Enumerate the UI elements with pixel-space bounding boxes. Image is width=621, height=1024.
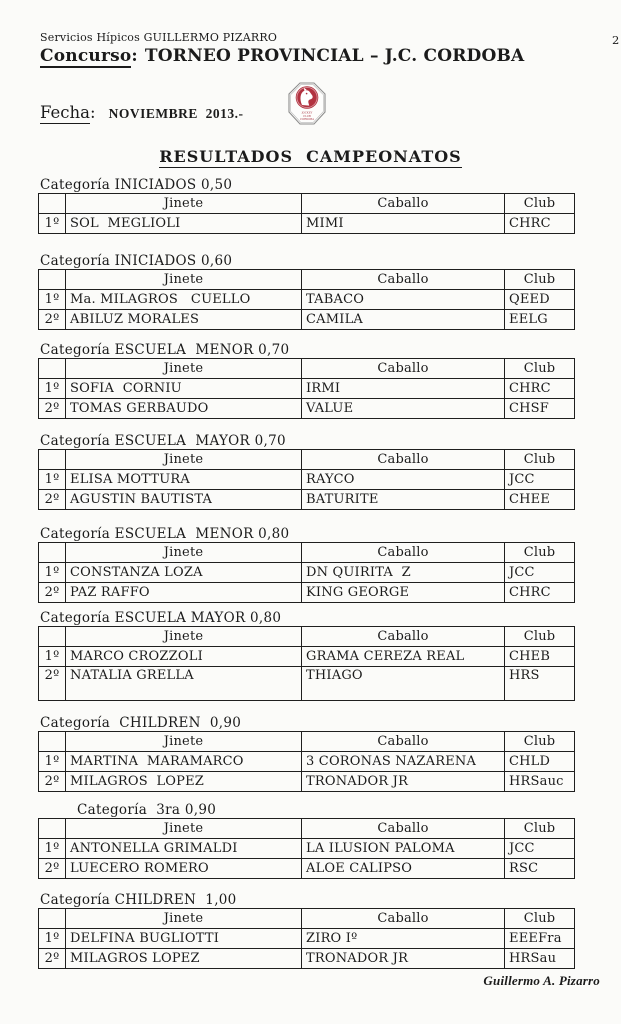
fecha-label: Fecha: [40, 103, 91, 122]
caballo-cell: VALUE: [302, 399, 505, 419]
main-heading: [0, 147, 621, 168]
jinete-cell: MILAGROS LOPEZ: [66, 949, 302, 969]
table-header-row: [39, 543, 575, 563]
table-row: [39, 929, 575, 949]
column-header-jinete: Jinete: [66, 359, 302, 379]
table-header-row: [39, 627, 575, 647]
jockey-club-cordoba-logo: [288, 82, 326, 125]
club-cell: QEED: [505, 290, 575, 310]
column-header-jinete: Jinete: [66, 450, 302, 470]
table-header-row: [39, 359, 575, 379]
results-table: [38, 358, 575, 419]
column-header-club: Club: [505, 732, 575, 752]
concurso-label: Concurso: [40, 46, 132, 66]
caballo-cell: IRMI: [302, 379, 505, 399]
column-header-club: Club: [505, 359, 575, 379]
category-title: Categoría ESCUELA MAYOR 0,80: [40, 610, 282, 626]
horse-eye: [306, 93, 308, 95]
column-header-caballo: Caballo: [302, 819, 505, 839]
jinete-cell: TOMAS GERBAUDO: [66, 399, 302, 419]
table-row: [39, 667, 575, 701]
table-row: [39, 647, 575, 667]
caballo-cell: MIMI: [302, 214, 505, 234]
category-section: [0, 611, 621, 701]
caballo-cell: ZIRO Iº: [302, 929, 505, 949]
fecha-line: [40, 103, 243, 122]
column-header-caballo: Caballo: [302, 450, 505, 470]
table-row: [39, 859, 575, 879]
column-header-club: Club: [505, 194, 575, 214]
club-cell: EEEFra: [505, 929, 575, 949]
pos-cell: 1º: [39, 290, 66, 310]
club-cell: CHRC: [505, 379, 575, 399]
page-number: 2: [612, 33, 620, 47]
club-cell: EELG: [505, 310, 575, 330]
category-section: [0, 803, 621, 879]
pos-cell: 2º: [39, 490, 66, 510]
header-spacer-cell: [39, 819, 66, 839]
results-table: [38, 269, 575, 330]
main-heading-text: RESULTADOS CAMPEONATOS: [159, 147, 462, 166]
category-title: Categoría INICIADOS 0,50: [40, 177, 233, 193]
club-cell: CHEE: [505, 490, 575, 510]
caballo-cell: LA ILUSION PALOMA: [302, 839, 505, 859]
pos-cell: 1º: [39, 752, 66, 772]
pos-cell: 2º: [39, 399, 66, 419]
pos-cell: 1º: [39, 470, 66, 490]
club-cell: RSC: [505, 859, 575, 879]
category-section: [0, 343, 621, 419]
category-section: [0, 893, 621, 969]
fecha-colon: :: [90, 103, 96, 122]
column-header-club: Club: [505, 627, 575, 647]
table-header-row: [39, 909, 575, 929]
column-header-caballo: Caballo: [302, 732, 505, 752]
column-header-jinete: Jinete: [66, 909, 302, 929]
table-row: [39, 214, 575, 234]
category-section: [0, 254, 621, 330]
category-title: Categoría INICIADOS 0,60: [40, 253, 233, 269]
jinete-cell: MARTINA MARAMARCO: [66, 752, 302, 772]
column-header-caballo: Caballo: [302, 909, 505, 929]
category-title: Categoría ESCUELA MENOR 0,70: [40, 342, 290, 358]
pos-cell: 1º: [39, 379, 66, 399]
caballo-cell: TRONADOR JR: [302, 949, 505, 969]
column-header-caballo: Caballo: [302, 543, 505, 563]
jinete-cell: SOL MEGLIOLI: [66, 214, 302, 234]
results-table: [38, 193, 575, 234]
club-cell: CHSF: [505, 399, 575, 419]
table-row: [39, 290, 575, 310]
club-cell: CHRC: [505, 583, 575, 603]
table-row: [39, 772, 575, 792]
jinete-cell: DELFINA BUGLIOTTI: [66, 929, 302, 949]
logo-text-line1: JOCKEY: [301, 111, 313, 115]
table-row: [39, 949, 575, 969]
caballo-cell: RAYCO: [302, 470, 505, 490]
table-row: [39, 310, 575, 330]
column-header-caballo: Caballo: [302, 194, 505, 214]
column-header-jinete: Jinete: [66, 270, 302, 290]
pos-cell: 2º: [39, 310, 66, 330]
column-header-caballo: Caballo: [302, 359, 505, 379]
jinete-cell: CONSTANZA LOZA: [66, 563, 302, 583]
caballo-cell: GRAMA CEREZA REAL: [302, 647, 505, 667]
category-title: Categoría 3ra 0,90: [77, 802, 217, 818]
logo-text-line2: CLUB: [303, 114, 311, 118]
table-row: [39, 563, 575, 583]
concurso-title-line: [40, 46, 524, 66]
jinete-cell: AGUSTIN BAUTISTA: [66, 490, 302, 510]
category-title: Categoría CHILDREN 0,90: [40, 715, 242, 731]
column-header-club: Club: [505, 543, 575, 563]
jinete-cell: Ma. MILAGROS CUELLO: [66, 290, 302, 310]
header-spacer-cell: [39, 543, 66, 563]
header-spacer-cell: [39, 450, 66, 470]
category-title: Categoría ESCUELA MENOR 0,80: [40, 526, 290, 542]
pos-cell: 2º: [39, 772, 66, 792]
column-header-club: Club: [505, 270, 575, 290]
caballo-cell: ALOE CALIPSO: [302, 859, 505, 879]
pos-cell: 1º: [39, 839, 66, 859]
table-row: [39, 470, 575, 490]
caballo-cell: CAMILA: [302, 310, 505, 330]
results-table: [38, 542, 575, 603]
table-row: [39, 752, 575, 772]
table-header-row: [39, 819, 575, 839]
category-section: [0, 527, 621, 603]
column-header-club: Club: [505, 909, 575, 929]
table-row: [39, 399, 575, 419]
club-cell: JCC: [505, 839, 575, 859]
column-header-jinete: Jinete: [66, 543, 302, 563]
jinete-cell: ABILUZ MORALES: [66, 310, 302, 330]
club-cell: HRSau: [505, 949, 575, 969]
header-spacer-cell: [39, 627, 66, 647]
jinete-cell: LUECERO ROMERO: [66, 859, 302, 879]
service-provider-line: Servicios Hípicos GUILLERMO PIZARRO: [40, 31, 278, 44]
category-section: [0, 434, 621, 510]
pos-cell: 1º: [39, 929, 66, 949]
column-header-jinete: Jinete: [66, 627, 302, 647]
caballo-cell: BATURITE: [302, 490, 505, 510]
results-table: [38, 449, 575, 510]
jinete-cell: SOFIA CORNIU: [66, 379, 302, 399]
header-spacer-cell: [39, 270, 66, 290]
results-table: [38, 626, 575, 701]
table-header-row: [39, 450, 575, 470]
category-title: Categoría ESCUELA MAYOR 0,70: [40, 433, 286, 449]
column-header-club: Club: [505, 450, 575, 470]
pos-cell: 2º: [39, 583, 66, 603]
header-spacer-cell: [39, 194, 66, 214]
category-section: [0, 178, 621, 234]
signature: Guillermo A. Pizarro: [483, 973, 600, 988]
club-cell: HRS: [505, 667, 575, 701]
jinete-cell: MARCO CROZZOLI: [66, 647, 302, 667]
results-table: [38, 818, 575, 879]
results-table: [38, 731, 575, 792]
club-cell: CHEB: [505, 647, 575, 667]
pos-cell: 1º: [39, 214, 66, 234]
caballo-cell: THIAGO: [302, 667, 505, 701]
header-spacer-cell: [39, 732, 66, 752]
table-row: [39, 583, 575, 603]
header-spacer-cell: [39, 909, 66, 929]
caballo-cell: TABACO: [302, 290, 505, 310]
fecha-value: NOVIEMBRE 2013.-: [108, 106, 244, 121]
caballo-cell: 3 CORONAS NAZARENA: [302, 752, 505, 772]
column-header-jinete: Jinete: [66, 819, 302, 839]
pos-cell: 2º: [39, 949, 66, 969]
club-cell: CHLD: [505, 752, 575, 772]
category-section: [0, 716, 621, 792]
jinete-cell: ELISA MOTTURA: [66, 470, 302, 490]
table-header-row: [39, 194, 575, 214]
pos-cell: 1º: [39, 563, 66, 583]
table-header-row: [39, 270, 575, 290]
pos-cell: 2º: [39, 859, 66, 879]
column-header-club: Club: [505, 819, 575, 839]
category-title: Categoría CHILDREN 1,00: [40, 892, 237, 908]
column-header-jinete: Jinete: [66, 732, 302, 752]
jinete-cell: ANTONELLA GRIMALDI: [66, 839, 302, 859]
table-row: [39, 379, 575, 399]
club-cell: JCC: [505, 563, 575, 583]
jinete-cell: MILAGROS LOPEZ: [66, 772, 302, 792]
club-cell: JCC: [505, 470, 575, 490]
table-row: [39, 490, 575, 510]
concurso-colon: :: [131, 46, 138, 66]
results-table: [38, 908, 575, 969]
caballo-cell: TRONADOR JR: [302, 772, 505, 792]
logo-text-line3: CORDOBA: [299, 118, 315, 121]
caballo-cell: DN QUIRITA Z: [302, 563, 505, 583]
table-row: [39, 839, 575, 859]
jinete-cell: PAZ RAFFO: [66, 583, 302, 603]
concurso-value: TORNEO PROVINCIAL – J.C. CORDOBA: [144, 46, 525, 66]
column-header-caballo: Caballo: [302, 270, 505, 290]
table-header-row: [39, 732, 575, 752]
pos-cell: 1º: [39, 647, 66, 667]
club-cell: CHRC: [505, 214, 575, 234]
jinete-cell: NATALIA GRELLA: [66, 667, 302, 701]
pos-cell: 2º: [39, 667, 66, 701]
club-cell: HRSauc: [505, 772, 575, 792]
column-header-jinete: Jinete: [66, 194, 302, 214]
column-header-caballo: Caballo: [302, 627, 505, 647]
header-spacer-cell: [39, 359, 66, 379]
caballo-cell: KING GEORGE: [302, 583, 505, 603]
